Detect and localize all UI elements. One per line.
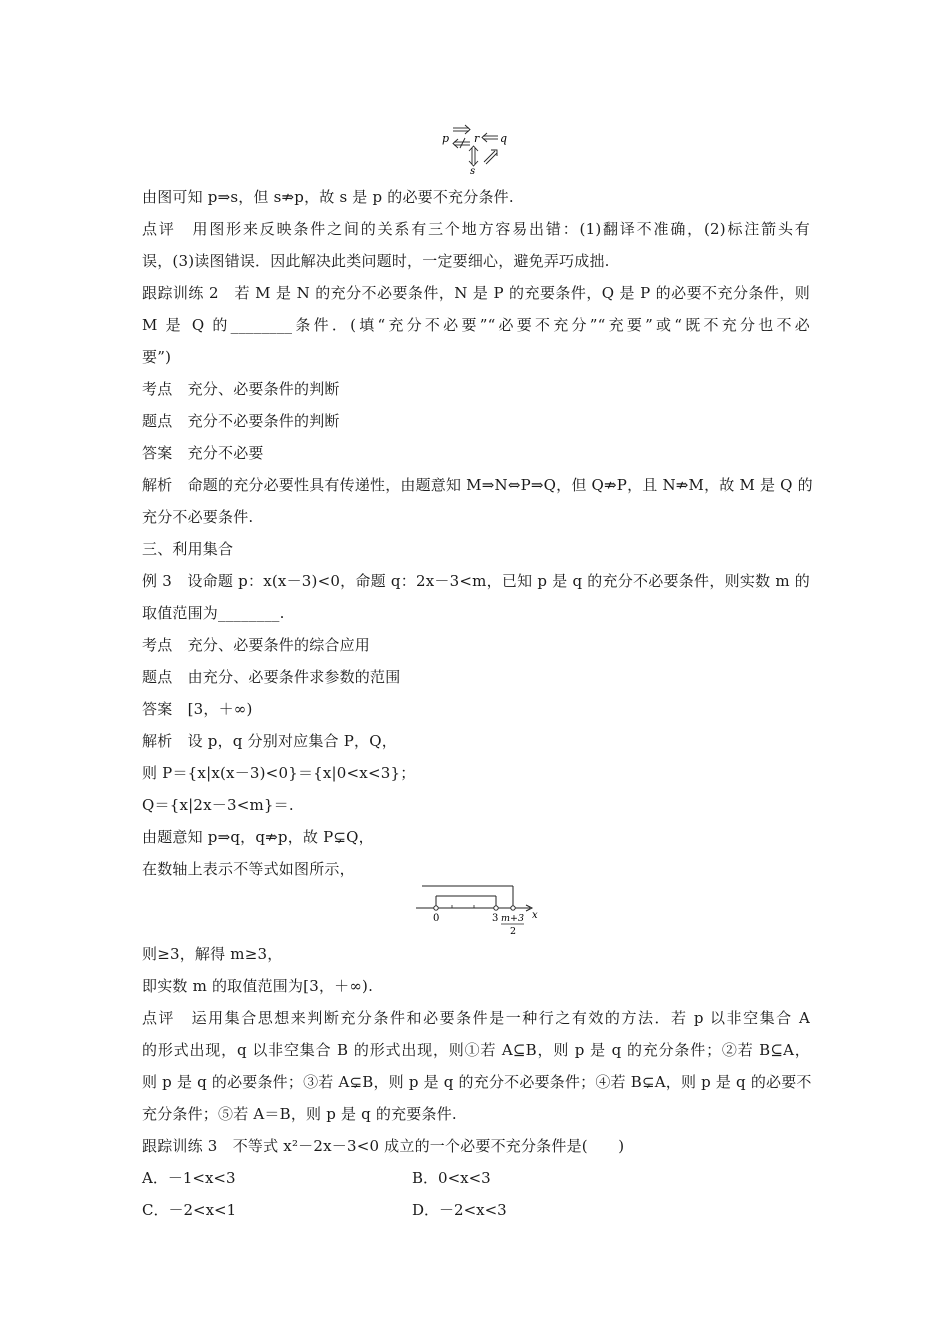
text-line-1: 由图可知 p⇒s，但 s⇏p，故 s 是 p 的必要不充分条件. <box>142 188 514 206</box>
text-line-3: 误，(3)读图错误．因此解决此类问题时，一定要细心，避免弄巧成拙. <box>142 252 610 270</box>
text-line-10: 解析 命题的充分必要性具有传递性，由题意知 M⇒N⇔P⇒Q，但 Q⇏P，且 N⇏M，故 M 是 Q 的 <box>142 476 813 494</box>
text-line-4: 跟踪训练 2 若 M 是 N 的充分不必要条件，N 是 P 的充要条件，Q 是 P 的必要不充分条件，则 <box>142 284 810 302</box>
diagram-node-q: q <box>500 132 508 145</box>
text-line-21: 由题意知 p⇒q，q⇏p，故 P⊊Q， <box>142 828 374 846</box>
implication-diagram <box>436 120 516 178</box>
numberline-axis-label: x <box>532 910 538 921</box>
text-line-19: 则 P＝{x|x(x－3)<0}＝{x|0<x<3}； <box>142 764 416 782</box>
text-line-28: 充分条件；⑤若 A＝B，则 p 是 q 的充要条件. <box>142 1105 457 1123</box>
numberline-label-3: 3 <box>492 913 499 924</box>
diagram-node-p: p <box>442 132 450 145</box>
text-line-27: 则 p 是 q 的必要条件；③若 A⊊B，则 p 是 q 的充分不必要条件；④若 B⊊A，则 p 是 q 的必要不 <box>142 1073 812 1091</box>
text-line-29: 跟踪训练 3 不等式 x²－2x－3<0 成立的一个必要不充分条件是( ) <box>142 1137 625 1155</box>
option-b: B．0<x<3 <box>412 1169 491 1187</box>
diagram-node-r: r <box>474 132 480 145</box>
text-line-7: 考点 充分、必要条件的判断 <box>142 380 340 398</box>
number-line-figure <box>412 882 542 938</box>
text-line-2: 点评 用图形来反映条件之间的关系有三个地方容易出错：(1)翻译不准确，(2)标注箭头有 <box>142 220 810 238</box>
text-line-23: 则≥3，解得 m≥3， <box>142 945 283 963</box>
text-line-5: M 是 Q 的________条件．(填“充分不必要”“必要不充分”“充要”或“既不充分也不必 <box>142 316 810 334</box>
section-heading: 三、利用集合 <box>142 540 234 558</box>
text-line-17: 答案 [3，＋∞) <box>142 700 253 718</box>
text-line-26: 的形式出现，q 以非空集合 B 的形式出现，则①若 A⊆B，则 p 是 q 的充分条件；②若 B⊆A， <box>142 1041 810 1059</box>
numberline-label-0: 0 <box>433 913 440 924</box>
text-line-9: 答案 充分不必要 <box>142 444 264 462</box>
text-line-13: 例 3 设命题 p：x(x－3)<0，命题 q：2x－3<m，已知 p 是 q 的充分不必要条件，则实数 m 的 <box>142 572 810 590</box>
numberline-frac-den: 2 <box>510 926 517 937</box>
text-line-15: 考点 充分、必要条件的综合应用 <box>142 636 371 654</box>
text-line-22: 在数轴上表示不等式如图所示， <box>142 860 355 878</box>
text-line-14: 取值范围为________. <box>142 604 285 622</box>
option-d: D．－2<x<3 <box>412 1201 507 1219</box>
text-line-18: 解析 设 p，q 分别对应集合 P，Q， <box>142 732 397 750</box>
option-a: A．－1<x<3 <box>142 1169 236 1187</box>
text-line-16: 题点 由充分、必要条件求参数的范围 <box>142 668 401 686</box>
text-line-25: 点评 运用集合思想来判断充分条件和必要条件是一种行之有效的方法．若 p 以非空集合 A <box>142 1009 810 1027</box>
diagram-node-s: s <box>470 166 476 177</box>
text-line-6: 要”) <box>142 348 172 366</box>
text-line-20: Q＝{x|2x－3<m}＝. <box>142 796 294 814</box>
numberline-frac-num: m+3 <box>501 913 525 924</box>
text-line-11: 充分不必要条件. <box>142 508 254 526</box>
text-line-24: 即实数 m 的取值范围为[3，＋∞). <box>142 977 374 995</box>
option-c: C．－2<x<1 <box>142 1201 237 1219</box>
text-line-8: 题点 充分不必要条件的判断 <box>142 412 340 430</box>
